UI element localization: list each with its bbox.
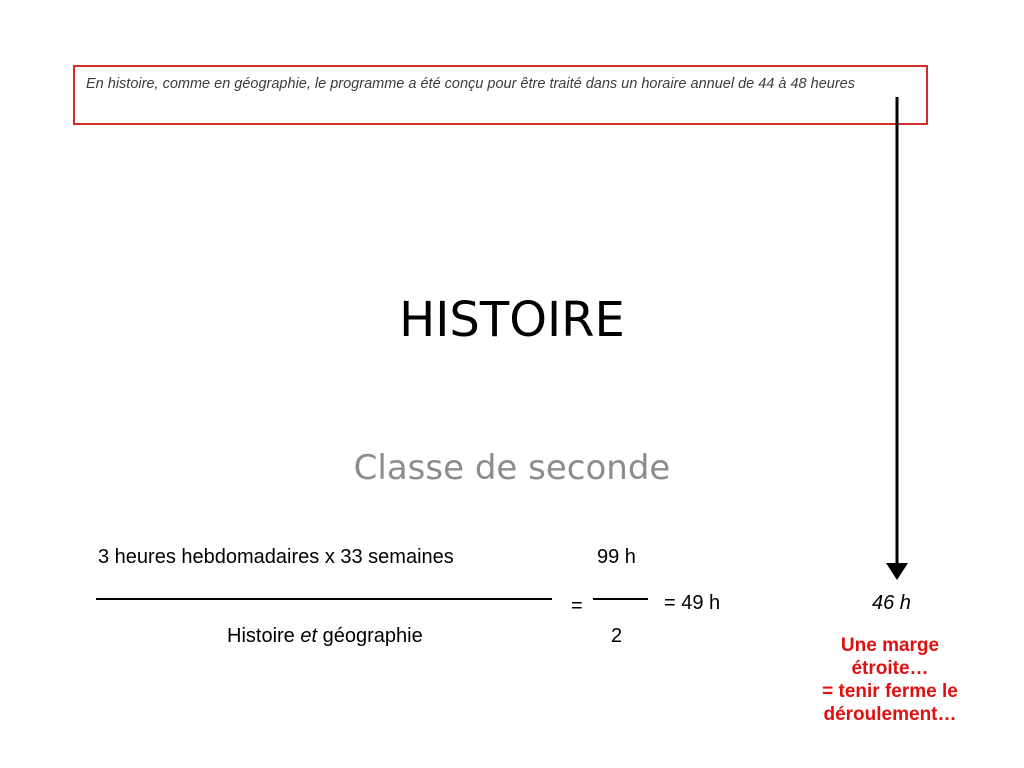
note-line-1: Une marge	[840, 635, 940, 656]
note-line-4: déroulement…	[823, 704, 957, 725]
fraction2-denominator: 2	[611, 625, 623, 647]
slide-subtitle: Classe de seconde	[353, 448, 671, 488]
fraction-bar-main	[96, 598, 552, 600]
note-line-2: étroite…	[851, 658, 929, 679]
denominator-prefix: Histoire	[227, 625, 301, 647]
fraction-bar-small	[593, 598, 648, 600]
formula-denominator	[227, 625, 423, 648]
actual-hours: 46 h	[872, 592, 911, 614]
formula-equals: =	[571, 595, 583, 617]
quote-text: En histoire, comme en géographie, le programme a été conçu pour être traité dans un horaire annuel de 44 à 48 heures	[86, 76, 855, 92]
formula-numerator: 3 heures hebdomadaires x 33 semaines	[98, 546, 454, 568]
denominator-suffix: géographie	[317, 625, 423, 647]
note-line-3: = tenir ferme le	[822, 681, 958, 702]
arrow-head	[886, 563, 908, 580]
margin-note	[800, 634, 980, 726]
formula-result: = 49 h	[664, 592, 721, 614]
denominator-em: et	[300, 625, 318, 647]
fraction2-numerator: 99 h	[597, 546, 636, 568]
slide-title: HISTOIRE	[399, 292, 625, 348]
